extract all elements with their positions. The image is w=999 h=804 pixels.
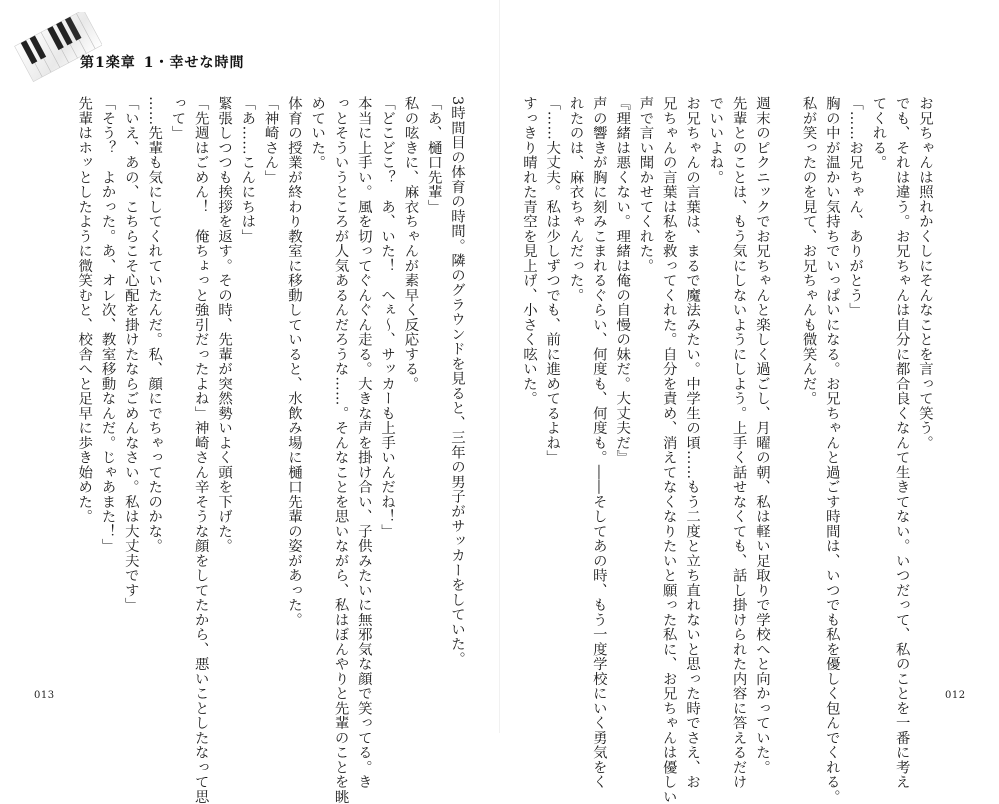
text-line: 「神崎さん」	[262, 96, 279, 185]
text-line: 声で言い聞かせてくれた。	[637, 96, 654, 273]
text-line: 「いえ、あの、こちらこそ心配を掛けたならごめんなさい。私は大丈夫です」	[122, 96, 139, 613]
text-line: でも、それは違う。お兄ちゃんは自分に都合良くなんて生きてない。いつだって、私のことを一番に考え	[893, 96, 910, 790]
text-line: 「……大丈夫。私は少しずつでも、前に進めてるよね」	[544, 96, 561, 465]
text-line: 『理緒は悪くない。理緒は俺の自慢の妹だ。大丈夫だ』	[614, 96, 631, 465]
text-line: 「そう？ よかった。あ、オレ次、教室移動なんだ。じゃあまた！」	[99, 96, 116, 554]
chapter-title	[80, 52, 245, 72]
text-line: すっきり晴れた青空を見上げ、小さく呟いた。	[520, 96, 537, 406]
text-line: 本当に上手い。風を切ってぐんぐん走る。大きな声を掛け合い、子供みたいに無邪気な顔で笑ってる。き	[355, 96, 372, 790]
text-line: てくれる。	[870, 96, 887, 170]
text-line: お兄ちゃんの言葉は、まるで魔法みたい。中学生の頃……もう二度と立ち直れないと思った時でさえ、お	[684, 96, 701, 790]
text-line: 週末のピクニックでお兄ちゃんと楽しく過ごし、月曜の朝、私は軽い足取りで学校へと向かっていた。	[753, 96, 770, 775]
text-line: 先輩とのことは、もう気にしないようにしよう。上手く話せなくても、話し掛けられた内容に答えるだけ	[730, 96, 747, 790]
chapter-header	[14, 12, 245, 82]
text-line: 「先週はごめん！ 俺ちょっと強引だったよね」神崎さん辛そうな顔をしてたから、悪いことしたなって思	[192, 96, 209, 804]
text-line: 「どこどこ？ あ、いた！ へぇ～、サッカーも上手いんだね！」	[379, 96, 396, 539]
text-line: ……先輩も気にしてくれていたんだ。私、顔にでちゃってたのかな。	[146, 96, 163, 554]
text-line: 緊張しつつも挨拶を返す。その時、先輩が突然勢いよく頭を下げた。	[216, 96, 233, 554]
text-line: 私が笑ったのを見て、お兄ちゃんも微笑んだ。	[800, 96, 817, 406]
text-line: 先輩はホッとしたように微笑むと、校舎へと足早に歩き始めた。	[76, 96, 93, 524]
text-line: 胸の中が温かい気持ちでいっぱいになる。お兄ちゃんと過ごす時間は、いつでも私を優しく包んでくれる。	[823, 96, 840, 804]
page-number-right: 012	[945, 690, 966, 701]
text-line: 声の響きが胸に刻みこまれるぐらい、何度も、何度も。――そしてあの時、もう一度学校にいく勇気をく	[590, 96, 607, 790]
text-line: 3時間目の体育の時間。隣のグラウンドを見ると、三年の男子がサッカーをしていた。	[449, 96, 465, 667]
right-page-text	[520, 96, 936, 804]
blank-line	[773, 96, 796, 636]
movement-label: 第1楽章	[80, 55, 136, 71]
text-line: でいいよね。	[707, 96, 724, 185]
text-line: 体育の授業が終わり教室に移動していると、水飲み場に樋口先輩の姿があった。	[285, 96, 302, 627]
page-number-left: 013	[34, 690, 55, 701]
text-line: 「あ、樋口先輩」	[425, 96, 442, 214]
text-line: 兄ちゃんの言葉は私を救ってくれた。自分を責め、消えてなくなりたいと願った私に、お兄ちゃんは優しい	[660, 96, 677, 804]
text-line: 「あ……こんにちは」	[239, 96, 256, 244]
text-line: って」	[169, 96, 186, 141]
page-gutter	[499, 0, 500, 733]
text-line: お兄ちゃんは照れかくしにそんなことを言って笑う。	[917, 96, 933, 450]
text-line: っとそういうところが人気あるんだろうな……。そんなことを思いながら、私はぼんやりと先輩のことを眺	[332, 96, 349, 804]
text-line: 「……お兄ちゃん、ありがとう」	[847, 96, 864, 318]
left-page-text	[76, 96, 468, 804]
text-line: れたのは、麻衣ちゃんだった。	[567, 96, 584, 303]
chapter-name: 1・幸せな時間	[143, 55, 245, 71]
text-line: めていた。	[309, 96, 326, 170]
text-line: 私の呟きに、麻衣ちゃんが素早く反応する。	[402, 96, 419, 391]
